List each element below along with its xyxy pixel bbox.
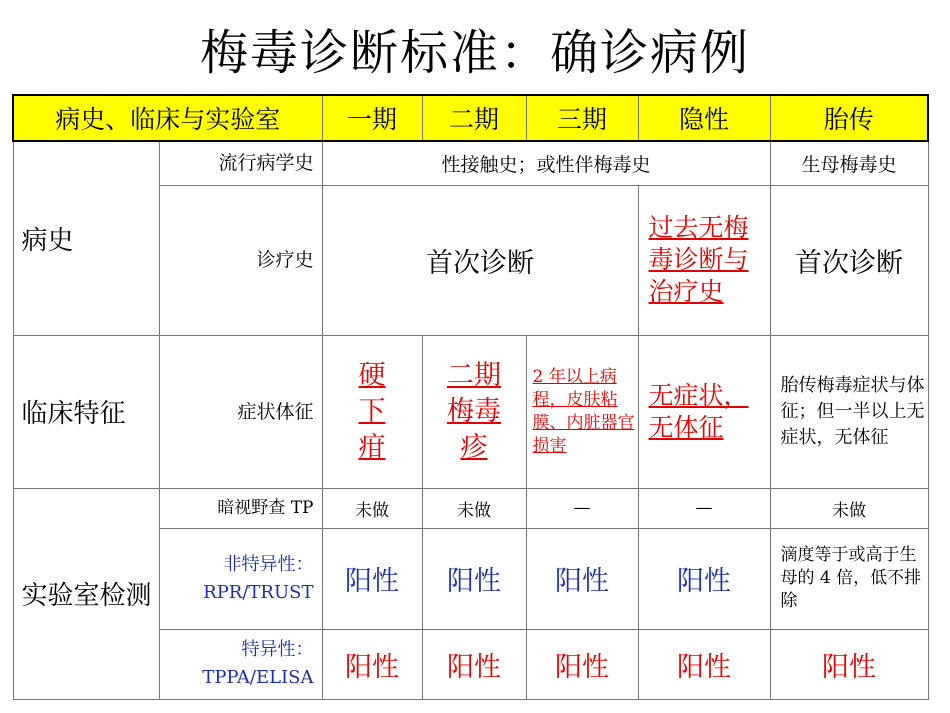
- treatment-congenital: 首次诊断: [770, 185, 928, 335]
- nontreponemal-secondary: 阳性: [422, 528, 526, 629]
- header-latent: 隐性: [638, 95, 770, 141]
- darkfield-tertiary: —: [526, 488, 638, 528]
- header-tertiary: 三期: [526, 95, 638, 141]
- treponemal-congenital: 阳性: [770, 629, 928, 699]
- epidemiology-value: 性接触史；或性伴梅毒史: [322, 141, 770, 185]
- treponemal-latent: 阳性: [638, 629, 770, 699]
- treponemal-secondary: 阳性: [422, 629, 526, 699]
- treponemal-tertiary: 阳性: [526, 629, 638, 699]
- section-clinical: 临床特征: [13, 335, 159, 488]
- nontreponemal-primary: 阳性: [322, 528, 422, 629]
- symptom-secondary: 二期梅毒疹: [422, 335, 526, 488]
- page-title: 梅毒诊断标准：确诊病例: [199, 25, 750, 81]
- table-row: [13, 488, 928, 528]
- nontreponemal-tertiary: 阳性: [526, 528, 638, 629]
- diagnosis-table: [12, 94, 929, 700]
- header-secondary: 二期: [422, 95, 526, 141]
- symptom-congenital: 胎传梅毒症状与体征；但一半以上无症状，无体征: [770, 335, 928, 488]
- treatment-latent: 过去无梅毒诊断与治疗史: [638, 185, 770, 335]
- header-row: [13, 95, 928, 141]
- symptom-latent: 无症状，无体征: [638, 335, 770, 488]
- treatment-first: 首次诊断: [322, 185, 638, 335]
- nontreponemal-latent: 阳性: [638, 528, 770, 629]
- darkfield-primary: 未做: [322, 488, 422, 528]
- epidemiology-label: 流行病学史: [159, 141, 322, 185]
- table-row: [13, 141, 928, 185]
- symptom-tertiary: 2 年以上病程，皮肤粘膜、内脏器官损害: [526, 335, 638, 488]
- header-history-clinical-lab: 病史、临床与实验室: [13, 95, 322, 141]
- table-row: [13, 335, 928, 488]
- treponemal-label: 特异性： TPPA/ELISA: [159, 629, 322, 699]
- section-lab: 实验室检测: [13, 488, 159, 699]
- darkfield-latent: —: [638, 488, 770, 528]
- treponemal-primary: 阳性: [322, 629, 422, 699]
- treatment-label: 诊疗史: [159, 185, 322, 335]
- section-history: 病史: [13, 141, 159, 335]
- header-primary: 一期: [322, 95, 422, 141]
- darkfield-congenital: 未做: [770, 488, 928, 528]
- symptom-primary: 硬下疳: [322, 335, 422, 488]
- darkfield-label: 暗视野查 TP: [159, 488, 322, 528]
- nontreponemal-congenital: 滴度等于或高于生母的 4 倍，低不排除: [770, 528, 928, 629]
- nontreponemal-label: 非特异性： RPR/TRUST: [159, 528, 322, 629]
- symptom-label: 症状体征: [159, 335, 322, 488]
- darkfield-secondary: 未做: [422, 488, 526, 528]
- header-congenital: 胎传: [770, 95, 928, 141]
- epidemiology-congenital: 生母梅毒史: [770, 141, 928, 185]
